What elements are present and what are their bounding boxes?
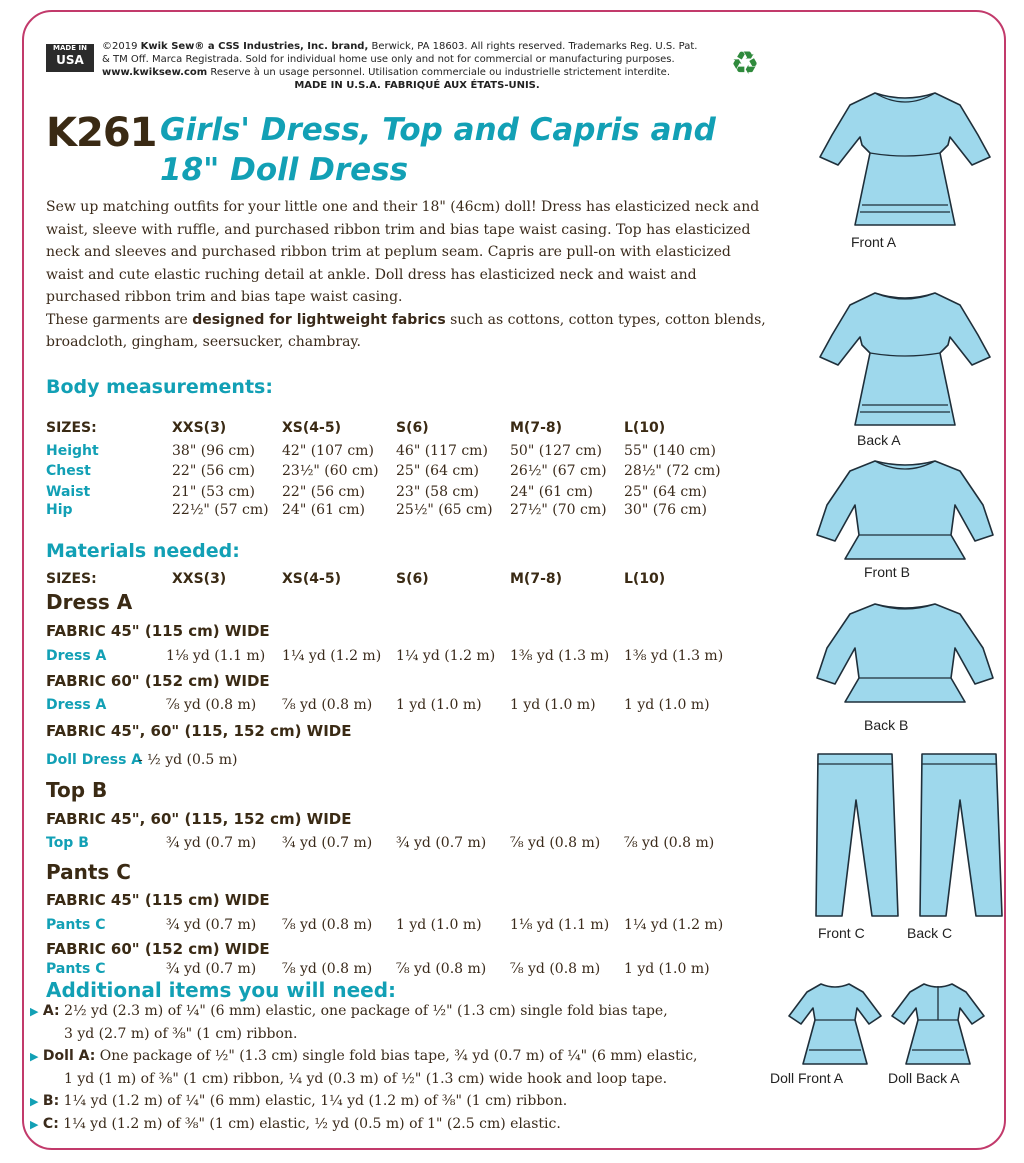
- measurement-value: 50" (127 cm): [510, 443, 602, 459]
- material-value: ⅞ yd (0.8 m): [510, 835, 601, 851]
- top-b-title: Top B: [46, 778, 108, 802]
- additional-heading: Additional items you will need:: [46, 978, 397, 1002]
- measurement-value: 26½" (67 cm): [510, 463, 607, 479]
- fabric-heading: FABRIC 45", 60" (115, 152 cm) WIDE: [46, 722, 352, 740]
- material-value: ⅞ yd (0.8 m): [396, 961, 487, 977]
- material-value: 1⅛ yd (1.1 m): [510, 917, 610, 933]
- fabric-bold: designed for lightweight fabrics: [192, 311, 446, 328]
- material-value: ¾ yd (0.7 m): [396, 835, 487, 851]
- measurement-label: Waist: [46, 484, 91, 500]
- dress-a-title: Dress A: [46, 590, 133, 614]
- front-b-caption: Front B: [864, 564, 910, 580]
- size-col: M(7-8): [510, 420, 563, 436]
- website-link[interactable]: www.kwiksew.com: [102, 67, 208, 78]
- material-value: ⅞ yd (0.8 m): [624, 835, 715, 851]
- size-col: L(10): [624, 571, 666, 587]
- material-value: 1 yd (1.0 m): [624, 697, 710, 713]
- measurement-label: Height: [46, 443, 99, 459]
- material-value: ⅞ yd (0.8 m): [282, 917, 373, 933]
- back-a-illustration: [800, 285, 1010, 435]
- doll-front-a-caption: Doll Front A: [770, 1070, 844, 1086]
- material-value: 1 yd (1.0 m): [510, 697, 596, 713]
- measurement-value: 22" (56 cm): [172, 463, 256, 479]
- legal-line4: MADE IN U.S.A. FABRIQUÉ AUX ÉTATS-UNIS.: [294, 80, 540, 91]
- material-label: Pants C: [46, 961, 106, 977]
- item-key: B:: [42, 1093, 60, 1109]
- item-key: A:: [42, 1003, 60, 1019]
- fabric-recommendation: [46, 309, 770, 354]
- front-a-caption: Front A: [851, 234, 897, 250]
- brand: Kwik Sew® a CSS Industries, Inc. brand,: [140, 41, 369, 52]
- size-col: S(6): [396, 571, 429, 587]
- measurement-value: 38" (96 cm): [172, 443, 256, 459]
- material-value: 1 yd (1.0 m): [396, 697, 482, 713]
- measurement-value: 46" (117 cm): [396, 443, 488, 459]
- material-value: ¾ yd (0.7 m): [166, 835, 257, 851]
- material-value: 1¼ yd (1.2 m): [396, 648, 496, 664]
- materials-heading: Materials needed:: [46, 540, 240, 562]
- bullet-icon: ▶: [30, 1005, 39, 1018]
- measurement-value: 22" (56 cm): [282, 484, 366, 500]
- item-line1: 1¼ yd (1.2 m) of ⅜" (1 cm) elastic, ½ yd (0.5 m) of 1" (2.5 cm) elastic.: [58, 1116, 561, 1132]
- material-label: Pants C: [46, 917, 106, 933]
- doll-back-a-illustration: [888, 980, 988, 1068]
- front-a-illustration: [800, 85, 1010, 235]
- material-value: 1⅛ yd (1.1 m): [166, 648, 266, 664]
- item-key: C:: [42, 1116, 59, 1132]
- fabric-prefix: These garments are: [46, 311, 193, 328]
- back-b-illustration: [805, 598, 1005, 708]
- copyright: ©2019: [102, 41, 138, 52]
- size-col: XXS(3): [172, 420, 227, 436]
- title-line1: Girls' Dress, Top and Capris and: [160, 112, 716, 148]
- material-label: Dress A: [46, 648, 107, 664]
- item-line1: One package of ½" (1.3 cm) single fold bias tape, ¾ yd (0.7 m) of ¼" (6 mm) elastic,: [95, 1048, 698, 1064]
- front-c-caption: Front C: [818, 925, 865, 941]
- pants-c-title: Pants C: [46, 860, 131, 884]
- measurement-value: 25½" (65 cm): [396, 502, 493, 518]
- item-line1: 1¼ yd (1.2 m) of ¼" (6 mm) elastic, 1¼ yd (1.2 m) of ⅜" (1 cm) ribbon.: [59, 1093, 568, 1109]
- front-b-illustration: [805, 455, 1005, 565]
- measurement-value: 55" (140 cm): [624, 443, 716, 459]
- measurement-value: 30" (76 cm): [624, 502, 708, 518]
- recycle-icon: ♻: [730, 44, 760, 82]
- additional-item: [30, 1090, 770, 1113]
- measurement-value: 42" (107 cm): [282, 443, 374, 459]
- size-col: XXS(3): [172, 571, 227, 587]
- item-line1: 2½ yd (2.3 m) of ¼" (6 mm) elastic, one package of ½" (1.3 cm) single fold bias tape,: [59, 1003, 668, 1019]
- measurement-value: 25" (64 cm): [396, 463, 480, 479]
- description-text: Sew up matching outfits for your little one and their 18" (46cm) doll! Dress has elasticized neck and waist, sleeve with ruffle, and purchased ribbon trim and bias tape waist casing. Top has elasticized neck and sleeves and purchased ribbon trim at peplum seam. Capris are pull-on with elasticized waist and cute elastic ruching detail at ankle. Doll dress has elasticized neck and waist and purchased ribbon trim and bias tape waist casing.: [46, 199, 760, 305]
- bullet-icon: ▶: [30, 1118, 39, 1131]
- bullet-icon: ▶: [30, 1050, 39, 1063]
- flag-line1: MADE IN: [53, 44, 87, 52]
- front-c-illustration: [812, 750, 902, 922]
- fabric-heading: FABRIC 45" (115 cm) WIDE: [46, 622, 270, 640]
- legal-line1: Berwick, PA 18603. All rights reserved. Trademarks Reg. U.S. Pat.: [368, 41, 698, 52]
- material-value: 1⅜ yd (1.3 m): [624, 648, 724, 664]
- measurement-value: 25" (64 cm): [624, 484, 708, 500]
- material-value: ¾ yd (0.7 m): [166, 961, 257, 977]
- sizes-label: SIZES:: [46, 420, 97, 436]
- material-label: Dress A: [46, 697, 107, 713]
- measurement-value: 23" (58 cm): [396, 484, 480, 500]
- legal-line2: & TM Off. Marca Registrada. Sold for individual home use only and not for commercial or manufacturing purposes.: [102, 54, 675, 65]
- fabric-heading: FABRIC 45" (115 cm) WIDE: [46, 891, 270, 909]
- material-value: ⅞ yd (0.8 m): [282, 961, 373, 977]
- measurement-value: 21" (53 cm): [172, 484, 256, 500]
- material-value: 1¼ yd (1.2 m): [624, 917, 724, 933]
- item-line2: 1 yd (1 m) of ⅜" (1 cm) ribbon, ¼ yd (0.3 m) of ½" (1.3 cm) wide hook and loop tape.: [64, 1071, 668, 1087]
- pattern-title: [160, 110, 720, 190]
- bullet-icon: ▶: [30, 1095, 39, 1108]
- measurement-value: 27½" (70 cm): [510, 502, 607, 518]
- back-c-caption: Back C: [907, 925, 953, 941]
- material-value: 1 yd (1.0 m): [396, 917, 482, 933]
- measurement-value: 28½" (72 cm): [624, 463, 721, 479]
- measurement-value: 24" (61 cm): [282, 502, 366, 518]
- fabric-heading: FABRIC 60" (152 cm) WIDE: [46, 672, 270, 690]
- back-a-caption: Back A: [857, 432, 901, 448]
- doll-back-a-caption: Doll Back A: [888, 1070, 960, 1086]
- doll-dress-label: Doll Dress A: [46, 752, 143, 768]
- doll-front-a-illustration: [785, 980, 885, 1068]
- pattern-code: K261: [46, 110, 157, 156]
- material-value: ⅞ yd (0.8 m): [510, 961, 601, 977]
- measurement-label: Hip: [46, 502, 73, 518]
- material-value: ⅞ yd (0.8 m): [282, 697, 373, 713]
- fabric-heading: FABRIC 60" (152 cm) WIDE: [46, 940, 270, 958]
- legal-notice: [102, 40, 732, 92]
- size-col: L(10): [624, 420, 666, 436]
- body-measurements-heading: Body measurements:: [46, 376, 273, 398]
- size-col: XS(4-5): [282, 571, 341, 587]
- material-label: Top B: [46, 835, 89, 851]
- item-line2: 3 yd (2.7 m) of ⅜" (1 cm) ribbon.: [64, 1026, 298, 1042]
- material-value: ¾ yd (0.7 m): [282, 835, 373, 851]
- material-value: ¾ yd (0.7 m): [166, 917, 257, 933]
- flag-line2: USA: [56, 53, 84, 67]
- item-key: Doll A:: [42, 1048, 96, 1064]
- description: [46, 196, 770, 354]
- measurement-label: Chest: [46, 463, 91, 479]
- fabric-heading: FABRIC 45", 60" (115, 152 cm) WIDE: [46, 810, 352, 828]
- size-col: S(6): [396, 420, 429, 436]
- sizes-label: SIZES:: [46, 571, 97, 587]
- additional-items: [30, 1000, 770, 1136]
- back-b-caption: Back B: [864, 717, 909, 733]
- doll-dress-value: - ½ yd (0.5 m): [138, 752, 238, 768]
- back-c-illustration: [916, 750, 1006, 922]
- additional-item: [30, 1045, 770, 1068]
- material-value: 1¼ yd (1.2 m): [282, 648, 382, 664]
- legal-line3: Reserve à un usage personnel. Utilisation commerciale ou industrielle strictement interdite.: [207, 67, 671, 78]
- fabric-rest: such as cottons, cotton types, cotton blends, broadcloth, gingham, seersucker, chambray.: [46, 311, 766, 350]
- size-col: XS(4-5): [282, 420, 341, 436]
- material-value: 1 yd (1.0 m): [624, 961, 710, 977]
- title-line2: 18" Doll Dress: [160, 152, 409, 188]
- size-col: M(7-8): [510, 571, 563, 587]
- made-in-usa-flag: [46, 44, 94, 72]
- measurement-value: 24" (61 cm): [510, 484, 594, 500]
- measurement-value: 23½" (60 cm): [282, 463, 379, 479]
- material-value: ⅞ yd (0.8 m): [166, 697, 257, 713]
- material-value: 1⅜ yd (1.3 m): [510, 648, 610, 664]
- additional-item: [30, 1113, 770, 1136]
- measurement-value: 22½" (57 cm): [172, 502, 269, 518]
- additional-item: [30, 1000, 770, 1023]
